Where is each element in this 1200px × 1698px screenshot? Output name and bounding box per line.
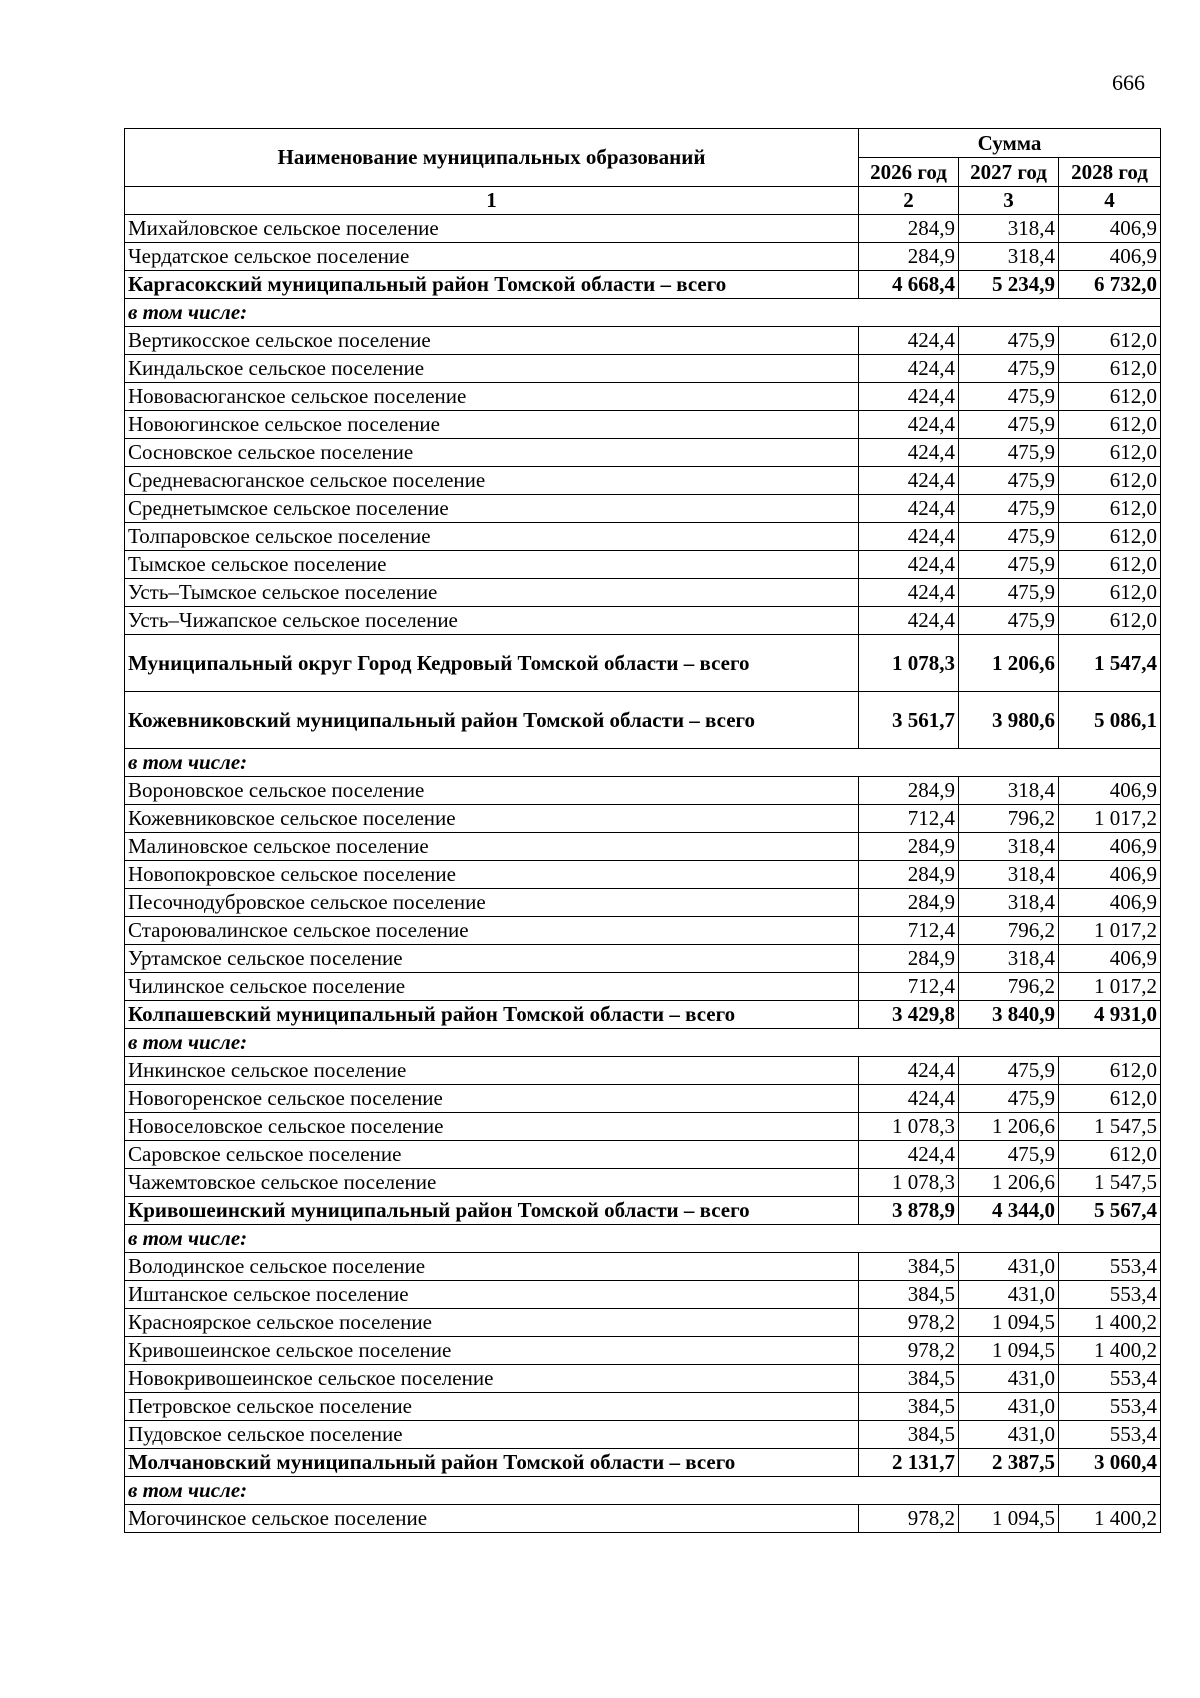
amount-2027: 475,9	[959, 607, 1059, 635]
amount-2028: 612,0	[1059, 1141, 1161, 1169]
amount-2028: 612,0	[1059, 1085, 1161, 1113]
amount-2026: 284,9	[859, 215, 959, 243]
amount-2028: 612,0	[1059, 607, 1161, 635]
amount-2027: 4 344,0	[959, 1197, 1059, 1225]
table-body	[125, 215, 1161, 1533]
amount-2026: 384,5	[859, 1421, 959, 1449]
amount-2028: 6 732,0	[1059, 271, 1161, 299]
header-row-top	[125, 129, 1161, 158]
amount-2026: 3 429,8	[859, 1001, 959, 1029]
amount-2027: 431,0	[959, 1365, 1059, 1393]
amount-2026: 978,2	[859, 1505, 959, 1533]
amount-2026: 424,4	[859, 1141, 959, 1169]
amount-2027: 475,9	[959, 1085, 1059, 1113]
header-name-column: Наименование муниципальных образований	[125, 129, 859, 187]
table-row	[125, 607, 1161, 635]
table-row	[125, 861, 1161, 889]
settlement-name: Могочинское сельское поселение	[125, 1505, 859, 1533]
table-row	[125, 355, 1161, 383]
amount-2028: 612,0	[1059, 411, 1161, 439]
amount-2027: 1 206,6	[959, 635, 1059, 692]
amount-2028: 553,4	[1059, 1421, 1161, 1449]
amount-2026: 3 878,9	[859, 1197, 959, 1225]
settlement-name: Староювалинское сельское поселение	[125, 917, 859, 945]
amount-2027: 1 206,6	[959, 1169, 1059, 1197]
amount-2028: 3 060,4	[1059, 1449, 1161, 1477]
amount-2026: 424,4	[859, 523, 959, 551]
amount-2027: 431,0	[959, 1421, 1059, 1449]
amount-2028: 553,4	[1059, 1393, 1161, 1421]
table-row	[125, 1253, 1161, 1281]
amount-2026: 424,4	[859, 579, 959, 607]
header-row-col-numbers	[125, 187, 1161, 215]
table-row	[125, 551, 1161, 579]
amount-2028: 1 017,2	[1059, 973, 1161, 1001]
settlement-name: Среднетымское сельское поселение	[125, 495, 859, 523]
amount-2027: 318,4	[959, 861, 1059, 889]
amount-2026: 424,4	[859, 607, 959, 635]
amount-2026: 978,2	[859, 1337, 959, 1365]
amount-2026: 284,9	[859, 889, 959, 917]
amount-2027: 475,9	[959, 467, 1059, 495]
amount-2027: 475,9	[959, 1057, 1059, 1085]
amount-2028: 406,9	[1059, 833, 1161, 861]
total-row	[125, 635, 1161, 692]
table-row	[125, 383, 1161, 411]
amount-2027: 475,9	[959, 355, 1059, 383]
table-row	[125, 215, 1161, 243]
settlement-name: Михайловское сельское поселение	[125, 215, 859, 243]
subheading-row	[125, 1029, 1161, 1057]
table-row	[125, 1309, 1161, 1337]
settlement-name: Саровское сельское поселение	[125, 1141, 859, 1169]
settlement-name: Иштанское сельское поселение	[125, 1281, 859, 1309]
amount-2028: 612,0	[1059, 495, 1161, 523]
amount-2026: 712,4	[859, 805, 959, 833]
amount-2026: 284,9	[859, 861, 959, 889]
subheading-label: в том числе:	[125, 749, 1161, 777]
table-row	[125, 945, 1161, 973]
settlement-name: Чердатское сельское поселение	[125, 243, 859, 271]
settlement-name: Кривошеинское сельское поселение	[125, 1337, 859, 1365]
total-row	[125, 1001, 1161, 1029]
table-row	[125, 1169, 1161, 1197]
settlement-name: Кожевниковское сельское поселение	[125, 805, 859, 833]
amount-2026: 384,5	[859, 1253, 959, 1281]
amount-2027: 318,4	[959, 215, 1059, 243]
budget-table	[124, 128, 1161, 1533]
subheading-row	[125, 299, 1161, 327]
amount-2028: 1 400,2	[1059, 1505, 1161, 1533]
amount-2028: 1 400,2	[1059, 1337, 1161, 1365]
header-year: 2028 год	[1059, 158, 1161, 187]
amount-2027: 431,0	[959, 1393, 1059, 1421]
amount-2028: 406,9	[1059, 889, 1161, 917]
amount-2026: 284,9	[859, 833, 959, 861]
header-sum: Сумма	[859, 129, 1161, 158]
subheading-label: в том числе:	[125, 1029, 1161, 1057]
amount-2027: 3 980,6	[959, 692, 1059, 749]
table-row	[125, 243, 1161, 271]
header-year: 2027 год	[959, 158, 1059, 187]
table-row	[125, 327, 1161, 355]
settlement-name: Уртамское сельское поселение	[125, 945, 859, 973]
settlement-name: Усть–Тымское сельское поселение	[125, 579, 859, 607]
amount-2026: 424,4	[859, 439, 959, 467]
subheading-label: в том числе:	[125, 299, 1161, 327]
amount-2028: 612,0	[1059, 579, 1161, 607]
table-row	[125, 1393, 1161, 1421]
amount-2026: 1 078,3	[859, 635, 959, 692]
amount-2028: 612,0	[1059, 327, 1161, 355]
settlement-name: Петровское сельское поселение	[125, 1393, 859, 1421]
col-number: 1	[125, 187, 859, 215]
settlement-name: Вороновское сельское поселение	[125, 777, 859, 805]
amount-2028: 406,9	[1059, 945, 1161, 973]
total-row	[125, 692, 1161, 749]
district-name: Кривошеинский муниципальный район Томской области – всего	[125, 1197, 859, 1225]
table-row	[125, 1057, 1161, 1085]
settlement-name: Володинское сельское поселение	[125, 1253, 859, 1281]
amount-2026: 424,4	[859, 327, 959, 355]
subheading-label: в том числе:	[125, 1225, 1161, 1253]
table-row	[125, 777, 1161, 805]
district-name: Каргасокский муниципальный район Томской области – всего	[125, 271, 859, 299]
table-row	[125, 411, 1161, 439]
table-row	[125, 467, 1161, 495]
amount-2027: 318,4	[959, 243, 1059, 271]
amount-2028: 1 547,5	[1059, 1169, 1161, 1197]
settlement-name: Сосновское сельское поселение	[125, 439, 859, 467]
table-row	[125, 1365, 1161, 1393]
amount-2027: 3 840,9	[959, 1001, 1059, 1029]
amount-2026: 284,9	[859, 243, 959, 271]
district-name: Муниципальный округ Город Кедровый Томской области – всего	[125, 635, 859, 692]
amount-2028: 612,0	[1059, 551, 1161, 579]
amount-2027: 475,9	[959, 523, 1059, 551]
table-row	[125, 1421, 1161, 1449]
subheading-row	[125, 1477, 1161, 1505]
amount-2028: 1 017,2	[1059, 917, 1161, 945]
table-row	[125, 889, 1161, 917]
amount-2026: 1 078,3	[859, 1169, 959, 1197]
col-number: 4	[1059, 187, 1161, 215]
amount-2028: 5 567,4	[1059, 1197, 1161, 1225]
amount-2027: 475,9	[959, 495, 1059, 523]
amount-2027: 1 094,5	[959, 1505, 1059, 1533]
amount-2026: 4 668,4	[859, 271, 959, 299]
amount-2028: 612,0	[1059, 355, 1161, 383]
settlement-name: Чажемтовское сельское поселение	[125, 1169, 859, 1197]
table-row	[125, 523, 1161, 551]
amount-2028: 1 547,5	[1059, 1113, 1161, 1141]
amount-2026: 384,5	[859, 1281, 959, 1309]
amount-2027: 1 094,5	[959, 1309, 1059, 1337]
amount-2027: 431,0	[959, 1253, 1059, 1281]
amount-2027: 318,4	[959, 945, 1059, 973]
amount-2026: 284,9	[859, 945, 959, 973]
amount-2027: 318,4	[959, 777, 1059, 805]
amount-2027: 796,2	[959, 805, 1059, 833]
amount-2028: 553,4	[1059, 1253, 1161, 1281]
amount-2027: 475,9	[959, 411, 1059, 439]
amount-2028: 612,0	[1059, 467, 1161, 495]
settlement-name: Усть–Чижапское сельское поселение	[125, 607, 859, 635]
col-number: 2	[859, 187, 959, 215]
amount-2027: 1 206,6	[959, 1113, 1059, 1141]
amount-2028: 406,9	[1059, 861, 1161, 889]
amount-2027: 475,9	[959, 579, 1059, 607]
amount-2026: 384,5	[859, 1393, 959, 1421]
settlement-name: Толпаровское сельское поселение	[125, 523, 859, 551]
amount-2027: 475,9	[959, 1141, 1059, 1169]
amount-2026: 284,9	[859, 777, 959, 805]
table-row	[125, 833, 1161, 861]
amount-2028: 4 931,0	[1059, 1001, 1161, 1029]
col-number: 3	[959, 187, 1059, 215]
amount-2027: 796,2	[959, 917, 1059, 945]
amount-2027: 1 094,5	[959, 1337, 1059, 1365]
settlement-name: Чилинское сельское поселение	[125, 973, 859, 1001]
settlement-name: Пудовское сельское поселение	[125, 1421, 859, 1449]
page-number: 666	[1112, 70, 1145, 95]
amount-2028: 553,4	[1059, 1365, 1161, 1393]
amount-2026: 424,4	[859, 1057, 959, 1085]
settlement-name: Киндальское сельское поселение	[125, 355, 859, 383]
table-row	[125, 439, 1161, 467]
table-row	[125, 1281, 1161, 1309]
table-row	[125, 917, 1161, 945]
amount-2027: 431,0	[959, 1281, 1059, 1309]
amount-2026: 3 561,7	[859, 692, 959, 749]
amount-2028: 612,0	[1059, 439, 1161, 467]
table-row	[125, 495, 1161, 523]
header-year: 2026 год	[859, 158, 959, 187]
amount-2028: 612,0	[1059, 1057, 1161, 1085]
amount-2026: 424,4	[859, 383, 959, 411]
amount-2026: 978,2	[859, 1309, 959, 1337]
amount-2026: 1 078,3	[859, 1113, 959, 1141]
table-row	[125, 1085, 1161, 1113]
settlement-name: Новогоренское сельское поселение	[125, 1085, 859, 1113]
settlement-name: Малиновское сельское поселение	[125, 833, 859, 861]
amount-2028: 5 086,1	[1059, 692, 1161, 749]
amount-2026: 424,4	[859, 467, 959, 495]
amount-2026: 424,4	[859, 495, 959, 523]
subheading-row	[125, 1225, 1161, 1253]
amount-2026: 712,4	[859, 973, 959, 1001]
amount-2027: 475,9	[959, 383, 1059, 411]
table-row	[125, 1505, 1161, 1533]
settlement-name: Новоюгинское сельское поселение	[125, 411, 859, 439]
total-row	[125, 1197, 1161, 1225]
amount-2027: 5 234,9	[959, 271, 1059, 299]
settlement-name: Красноярское сельское поселение	[125, 1309, 859, 1337]
amount-2026: 424,4	[859, 355, 959, 383]
amount-2026: 384,5	[859, 1365, 959, 1393]
settlement-name: Песочнодубровское сельское поселение	[125, 889, 859, 917]
amount-2027: 2 387,5	[959, 1449, 1059, 1477]
amount-2027: 318,4	[959, 833, 1059, 861]
amount-2027: 475,9	[959, 551, 1059, 579]
total-row	[125, 271, 1161, 299]
amount-2028: 1 400,2	[1059, 1309, 1161, 1337]
amount-2027: 796,2	[959, 973, 1059, 1001]
settlement-name: Тымское сельское поселение	[125, 551, 859, 579]
district-name: Молчановский муниципальный район Томской области – всего	[125, 1449, 859, 1477]
amount-2028: 406,9	[1059, 243, 1161, 271]
table-row	[125, 1141, 1161, 1169]
settlement-name: Новоселовское сельское поселение	[125, 1113, 859, 1141]
amount-2028: 1 017,2	[1059, 805, 1161, 833]
table-row	[125, 1113, 1161, 1141]
table-row	[125, 973, 1161, 1001]
total-row	[125, 1449, 1161, 1477]
amount-2026: 424,4	[859, 411, 959, 439]
settlement-name: Новопокровское сельское поселение	[125, 861, 859, 889]
settlement-name: Нововасюганское сельское поселение	[125, 383, 859, 411]
amount-2026: 2 131,7	[859, 1449, 959, 1477]
amount-2028: 612,0	[1059, 523, 1161, 551]
settlement-name: Средневасюганское сельское поселение	[125, 467, 859, 495]
amount-2026: 424,4	[859, 1085, 959, 1113]
district-name: Колпашевский муниципальный район Томской области – всего	[125, 1001, 859, 1029]
amount-2027: 475,9	[959, 327, 1059, 355]
amount-2028: 406,9	[1059, 777, 1161, 805]
amount-2028: 553,4	[1059, 1281, 1161, 1309]
amount-2028: 406,9	[1059, 215, 1161, 243]
amount-2027: 318,4	[959, 889, 1059, 917]
amount-2026: 712,4	[859, 917, 959, 945]
subheading-row	[125, 749, 1161, 777]
amount-2026: 424,4	[859, 551, 959, 579]
table-row	[125, 805, 1161, 833]
settlement-name: Инкинское сельское поселение	[125, 1057, 859, 1085]
settlement-name: Вертикосское сельское поселение	[125, 327, 859, 355]
settlement-name: Новокривошеинское сельское поселение	[125, 1365, 859, 1393]
amount-2028: 1 547,4	[1059, 635, 1161, 692]
district-name: Кожевниковский муниципальный район Томской области – всего	[125, 692, 859, 749]
amount-2028: 612,0	[1059, 383, 1161, 411]
subheading-label: в том числе:	[125, 1477, 1161, 1505]
table-row	[125, 579, 1161, 607]
amount-2027: 475,9	[959, 439, 1059, 467]
table-row	[125, 1337, 1161, 1365]
